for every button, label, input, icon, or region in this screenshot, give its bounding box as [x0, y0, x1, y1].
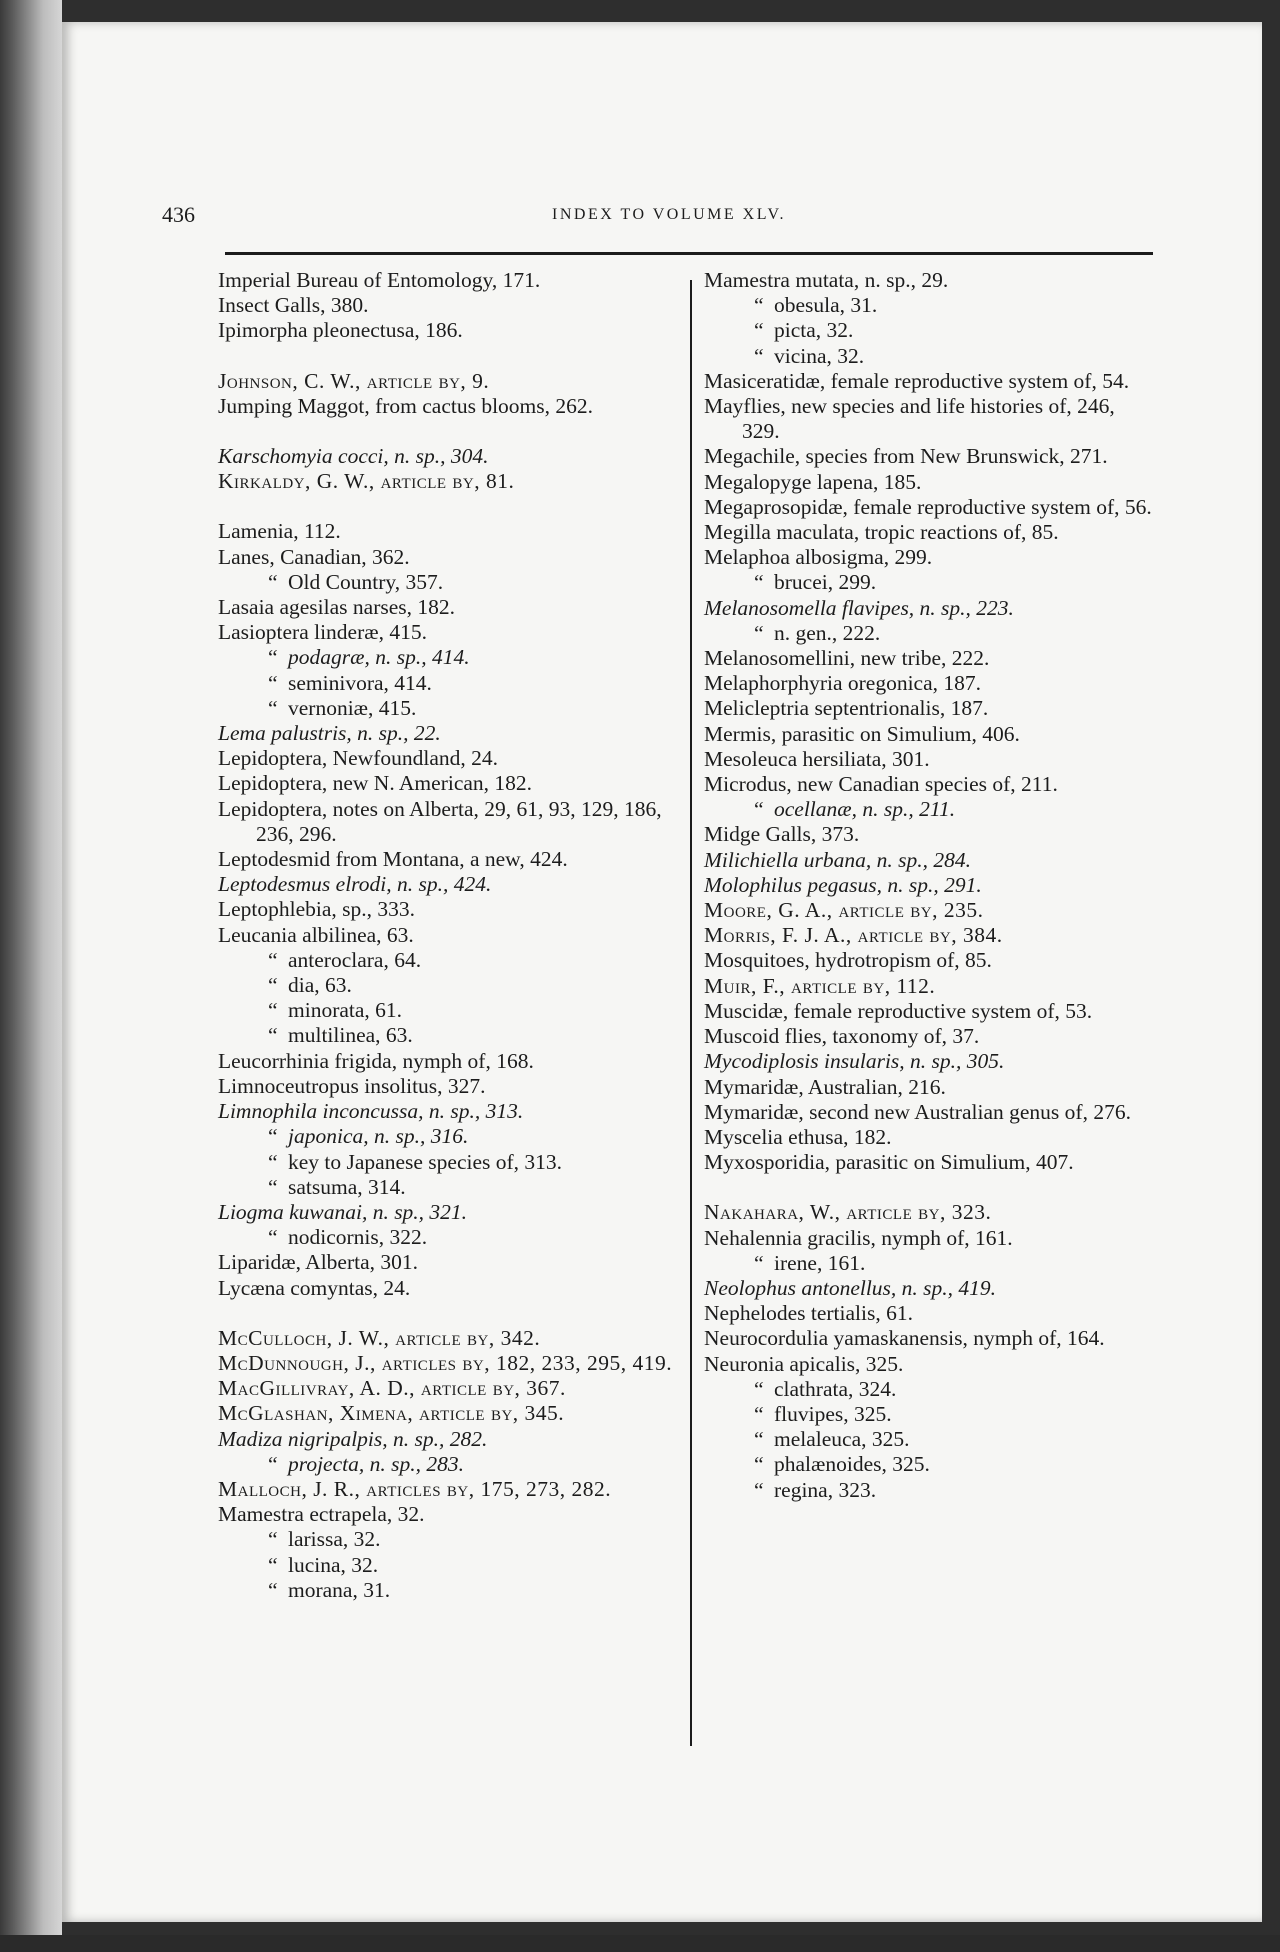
index-entry: [218, 1452, 678, 1477]
index-entry: [218, 1553, 678, 1578]
entry-text: key to Japanese species of, 313.: [288, 1149, 563, 1174]
entry-text: Madiza nigripalpis, n. sp., 282.: [218, 1426, 488, 1451]
ditto-mark: “: [268, 1552, 278, 1577]
index-entry: [704, 1377, 1156, 1402]
entry-text: Lycæna comyntas, 24.: [218, 1275, 411, 1300]
ditto-mark: “: [754, 1452, 764, 1477]
entry-gap: [218, 419, 678, 444]
index-entry: [704, 621, 1156, 646]
ditto-mark: “: [754, 620, 764, 645]
entry-text: phalænoides, 325.: [774, 1452, 930, 1477]
entry-text: brucei, 299.: [774, 570, 877, 595]
entry-text: Milichiella urbana, n. sp., 284.: [704, 847, 971, 872]
entry-text: Myscelia ethusa, 182.: [704, 1124, 892, 1149]
entry-text: Masiceratidæ, female reproductive system of, 54.: [704, 368, 1130, 393]
index-entry: [218, 1427, 678, 1452]
entry-text: Karschomyia cocci, n. sp., 304.: [218, 444, 489, 469]
entry-text: morana, 31.: [288, 1577, 391, 1602]
index-entry: [218, 973, 678, 998]
index-entry: [218, 872, 678, 897]
entry-text: Mamestra mutata, n. sp., 29.: [704, 268, 949, 292]
entry-text: McDunnough, J., articles by, 182, 233, 295, 419.: [218, 1350, 673, 1375]
index-entry: [704, 1100, 1156, 1125]
index-entry: [704, 722, 1156, 747]
index-entry: [218, 570, 678, 595]
index-entry: [704, 797, 1156, 822]
entry-text: Nehalennia gracilis, nymph of, 161.: [704, 1225, 1013, 1250]
entry-text: irene, 161.: [774, 1250, 866, 1275]
index-entry: [704, 1150, 1156, 1175]
entry-gap: [704, 1175, 1156, 1200]
index-entry: [704, 1226, 1156, 1251]
ditto-mark: “: [268, 947, 278, 972]
ditto-mark: “: [268, 695, 278, 720]
index-entry: [704, 1024, 1156, 1049]
index-entry: [218, 1326, 678, 1351]
index-entry: [218, 1250, 678, 1275]
index-entry: [704, 1200, 1156, 1225]
page-number: 436: [162, 202, 195, 227]
entry-text: ocellanæ, n. sp., 211.: [774, 797, 956, 822]
index-entry: [704, 1452, 1156, 1477]
entry-text: Mayflies, new species and life histories of, 246, 329.: [704, 394, 1115, 444]
entry-text: lucina, 32.: [288, 1552, 379, 1577]
entry-text: Mesoleuca hersiliata, 301.: [704, 746, 930, 771]
ditto-mark: “: [754, 1401, 764, 1426]
ditto-mark: “: [268, 645, 278, 670]
index-entry: [218, 469, 678, 494]
entry-text: Ipimorpha pleonectusa, 186.: [218, 318, 463, 343]
index-entry: [704, 394, 1156, 444]
index-entry: [704, 545, 1156, 570]
index-entry: [704, 268, 1156, 293]
ditto-mark: “: [754, 1477, 764, 1502]
index-entry: [704, 696, 1156, 721]
index-entry: [218, 318, 678, 343]
entry-text: Liparidæ, Alberta, 301.: [218, 1250, 419, 1275]
index-entry: [704, 948, 1156, 973]
index-entry: [218, 1225, 678, 1250]
bottom-edge: [0, 1935, 1280, 1952]
entry-text: minorata, 61.: [288, 998, 403, 1023]
entry-text: fluvipes, 325.: [774, 1401, 892, 1426]
entry-text: n. gen., 222.: [774, 620, 881, 645]
ditto-mark: “: [268, 1124, 278, 1149]
entry-text: Melanosomella flavipes, n. sp., 223.: [704, 595, 1014, 620]
entry-text: Mosquitoes, hydrotropism of, 85.: [704, 948, 992, 973]
entry-gap: [218, 494, 678, 519]
index-entry: [704, 1352, 1156, 1377]
index-entry: [704, 495, 1156, 520]
entry-text: Melanosomellini, new tribe, 222.: [704, 646, 990, 671]
entry-text: Melicleptria septentrionalis, 187.: [704, 696, 989, 721]
index-entry: [704, 1276, 1156, 1301]
index-entry: [218, 1175, 678, 1200]
entry-text: Mymaridæ, Australian, 216.: [704, 1074, 946, 1099]
entry-text: seminivora, 414.: [288, 670, 432, 695]
index-entry: [704, 923, 1156, 948]
ditto-mark: “: [268, 1174, 278, 1199]
index-entry: [218, 1124, 678, 1149]
index-entry: [704, 646, 1156, 671]
entry-text: melaleuca, 325.: [774, 1427, 910, 1452]
index-entry: [218, 1023, 678, 1048]
index-entry: [218, 1276, 678, 1301]
index-entry: [218, 721, 678, 746]
entry-text: picta, 32.: [774, 318, 854, 343]
index-entry: [218, 1578, 678, 1603]
entry-text: Neurocordulia yamaskanensis, nymph of, 164.: [704, 1326, 1105, 1351]
entry-text: Lepidoptera, notes on Alberta, 29, 61, 93, 129, 186, 236, 296.: [218, 796, 662, 846]
entry-gap: [218, 344, 678, 369]
index-entry: [218, 948, 678, 973]
index-entry: [218, 545, 678, 570]
entry-text: multilinea, 63.: [288, 1023, 413, 1048]
ditto-mark: “: [754, 1250, 764, 1275]
index-entry: [704, 974, 1156, 999]
entry-text: Neuronia apicalis, 325.: [704, 1351, 904, 1376]
entry-text: Insect Galls, 380.: [218, 293, 369, 318]
index-entry: [704, 318, 1156, 343]
index-entry: [218, 797, 678, 847]
index-entry: [704, 1427, 1156, 1452]
column-divider: [690, 280, 692, 1746]
index-entry: [218, 1099, 678, 1124]
entry-text: japonica, n. sp., 316.: [288, 1124, 469, 1149]
entry-text: nodicornis, 322.: [288, 1225, 428, 1250]
entry-text: Johnson, C. W., article by, 9.: [218, 368, 490, 393]
entry-text: Mermis, parasitic on Simulium, 406.: [704, 721, 1020, 746]
index-entry: [704, 369, 1156, 394]
index-entry: [704, 293, 1156, 318]
entry-text: Myxosporidia, parasitic on Simulium, 407.: [704, 1150, 1074, 1175]
index-entry: [218, 1527, 678, 1552]
entry-text: vernoniæ, 415.: [288, 695, 417, 720]
entry-text: Leptophlebia, sp., 333.: [218, 897, 416, 922]
index-entry: [218, 595, 678, 620]
index-entry: [704, 873, 1156, 898]
entry-text: regina, 323.: [774, 1477, 877, 1502]
entry-text: MacGillivray, A. D., article by, 367.: [218, 1376, 566, 1401]
index-entry: [704, 1301, 1156, 1326]
ditto-mark: “: [754, 1376, 764, 1401]
index-entry: [704, 848, 1156, 873]
index-entry: [218, 696, 678, 721]
entry-text: projecta, n. sp., 283.: [288, 1451, 464, 1476]
index-entry: [218, 998, 678, 1023]
entry-text: Melaphoa albosigma, 299.: [704, 545, 933, 570]
entry-text: Leptodesmid from Montana, a new, 424.: [218, 847, 568, 872]
entry-text: McCulloch, J. W., article by, 342.: [218, 1325, 541, 1350]
index-entry: [704, 772, 1156, 797]
entry-text: Megalopyge lapena, 185.: [704, 469, 922, 494]
entry-text: Mycodiplosis insularis, n. sp., 305.: [704, 1049, 1005, 1074]
index-entry: [218, 1200, 678, 1225]
ditto-mark: “: [268, 1451, 278, 1476]
entry-text: Leucorrhinia frigida, nymph of, 168.: [218, 1048, 534, 1073]
entry-text: Jumping Maggot, from cactus blooms, 262.: [218, 393, 594, 418]
ditto-mark: “: [268, 973, 278, 998]
entry-gap: [218, 1301, 678, 1326]
index-entry: [218, 1502, 678, 1527]
index-entry: [218, 369, 678, 394]
index-entry: [218, 1049, 678, 1074]
entry-text: Muscidæ, female reproductive system of, 53.: [704, 998, 1093, 1023]
index-entry: [218, 620, 678, 645]
ditto-mark: “: [268, 1577, 278, 1602]
entry-text: obesula, 31.: [774, 293, 878, 318]
index-entry: [704, 596, 1156, 621]
running-title: INDEX TO VOLUME XLV.: [552, 206, 787, 223]
index-entry: [704, 671, 1156, 696]
ditto-mark: “: [268, 1225, 278, 1250]
index-entry: [218, 746, 678, 771]
index-entry: [704, 1478, 1156, 1503]
entry-text: Old Country, 357.: [288, 569, 444, 594]
index-entry: [218, 671, 678, 696]
entry-text: Kirkaldy, G. W., article by, 81.: [218, 469, 515, 494]
ditto-mark: “: [754, 293, 764, 318]
running-header: [162, 196, 1152, 236]
index-entry: [218, 1376, 678, 1401]
index-entry: [704, 1251, 1156, 1276]
index-entry: [218, 645, 678, 670]
entry-text: Lasaia agesilas narses, 182.: [218, 595, 456, 620]
index-entry: [218, 268, 678, 293]
entry-text: dia, 63.: [288, 973, 352, 998]
entry-text: Imperial Bureau of Entomology, 171.: [218, 268, 541, 292]
entry-text: Mamestra ectrapela, 32.: [218, 1502, 425, 1527]
entry-text: Melaphorphyria oregonica, 187.: [704, 671, 982, 696]
ditto-mark: “: [754, 343, 764, 368]
index-entry: [704, 470, 1156, 495]
entry-text: Microdus, new Canadian species of, 211.: [704, 772, 1058, 797]
entry-text: Lanes, Canadian, 362.: [218, 544, 410, 569]
ditto-mark: “: [754, 570, 764, 595]
entry-text: satsuma, 314.: [288, 1174, 406, 1199]
entry-text: Neolophus antonellus, n. sp., 419.: [704, 1275, 997, 1300]
index-entry: [704, 747, 1156, 772]
index-entry: [704, 344, 1156, 369]
entry-text: Lasioptera linderæ, 415.: [218, 620, 427, 645]
book-spine-edge: [0, 0, 62, 1952]
entry-text: anteroclara, 64.: [288, 947, 422, 972]
ditto-mark: “: [754, 797, 764, 822]
index-entry: [218, 1477, 678, 1502]
ditto-mark: “: [268, 569, 278, 594]
entry-text: Nakahara, W., article by, 323.: [704, 1200, 992, 1225]
entry-text: Nephelodes tertialis, 61.: [704, 1301, 913, 1326]
entry-text: Leptodesmus elrodi, n. sp., 424.: [218, 872, 492, 897]
index-entry: [704, 999, 1156, 1024]
entry-text: Lamenia, 112.: [218, 519, 341, 544]
entry-text: Moore, G. A., article by, 235.: [704, 898, 984, 923]
index-column-right: [704, 268, 1156, 1503]
index-entry: [218, 519, 678, 544]
entry-text: McGlashan, Ximena, article by, 345.: [218, 1401, 565, 1426]
entry-text: Morris, F. J. A., article by, 384.: [704, 923, 1003, 948]
entry-text: Mymaridæ, second new Australian genus of, 276.: [704, 1099, 1131, 1124]
entry-text: Lema palustris, n. sp., 22.: [218, 721, 441, 746]
entry-text: Muscoid flies, taxonomy of, 37.: [704, 1024, 980, 1049]
entry-text: Megaprosopidæ, female reproductive system of, 56.: [704, 494, 1152, 519]
ditto-mark: “: [268, 998, 278, 1023]
ditto-mark: “: [268, 1527, 278, 1552]
entry-text: Limnoceutropus insolitus, 327.: [218, 1073, 486, 1098]
entry-text: clathrata, 324.: [774, 1376, 897, 1401]
ditto-mark: “: [268, 1023, 278, 1048]
index-entry: [218, 1351, 678, 1376]
entry-text: Liogma kuwanai, n. sp., 321.: [218, 1199, 468, 1224]
index-entry: [704, 520, 1156, 545]
header-rule: [225, 252, 1153, 255]
ditto-mark: “: [268, 1149, 278, 1174]
index-entry: [704, 898, 1156, 923]
index-entry: [218, 847, 678, 872]
index-entry: [704, 1125, 1156, 1150]
index-entry: [704, 1075, 1156, 1100]
entry-text: Molophilus pegasus, n. sp., 291.: [704, 872, 982, 897]
entry-text: podagræ, n. sp., 414.: [288, 645, 470, 670]
index-entry: [218, 771, 678, 796]
entry-text: Midge Galls, 373.: [704, 822, 860, 847]
ditto-mark: “: [754, 1427, 764, 1452]
index-entry: [704, 1402, 1156, 1427]
index-entry: [704, 1049, 1156, 1074]
ditto-mark: “: [754, 318, 764, 343]
index-entry: [704, 444, 1156, 469]
entry-text: larissa, 32.: [288, 1527, 381, 1552]
index-entry: [704, 1326, 1156, 1351]
entry-text: Lepidoptera, new N. American, 182.: [218, 771, 533, 796]
entry-text: Megachile, species from New Brunswick, 271.: [704, 444, 1108, 469]
entry-text: Megilla maculata, tropic reactions of, 85.: [704, 520, 1059, 545]
ditto-mark: “: [268, 670, 278, 695]
entry-text: Limnophila inconcussa, n. sp., 313.: [218, 1099, 524, 1124]
index-column-left: [218, 268, 678, 1603]
index-entry: [218, 394, 678, 419]
entry-text: Leucania albilinea, 63.: [218, 922, 414, 947]
entry-text: vicina, 32.: [774, 343, 865, 368]
index-entry: [218, 293, 678, 318]
entry-text: Lepidoptera, Newfoundland, 24.: [218, 746, 499, 771]
entry-text: Muir, F., article by, 112.: [704, 973, 936, 998]
index-entry: [704, 570, 1156, 595]
entry-text: Malloch, J. R., articles by, 175, 273, 282.: [218, 1476, 612, 1501]
index-entry: [218, 1150, 678, 1175]
index-entry: [218, 897, 678, 922]
index-entry: [218, 1401, 678, 1426]
index-entry: [704, 822, 1156, 847]
index-entry: [218, 923, 678, 948]
index-entry: [218, 1074, 678, 1099]
index-entry: [218, 444, 678, 469]
